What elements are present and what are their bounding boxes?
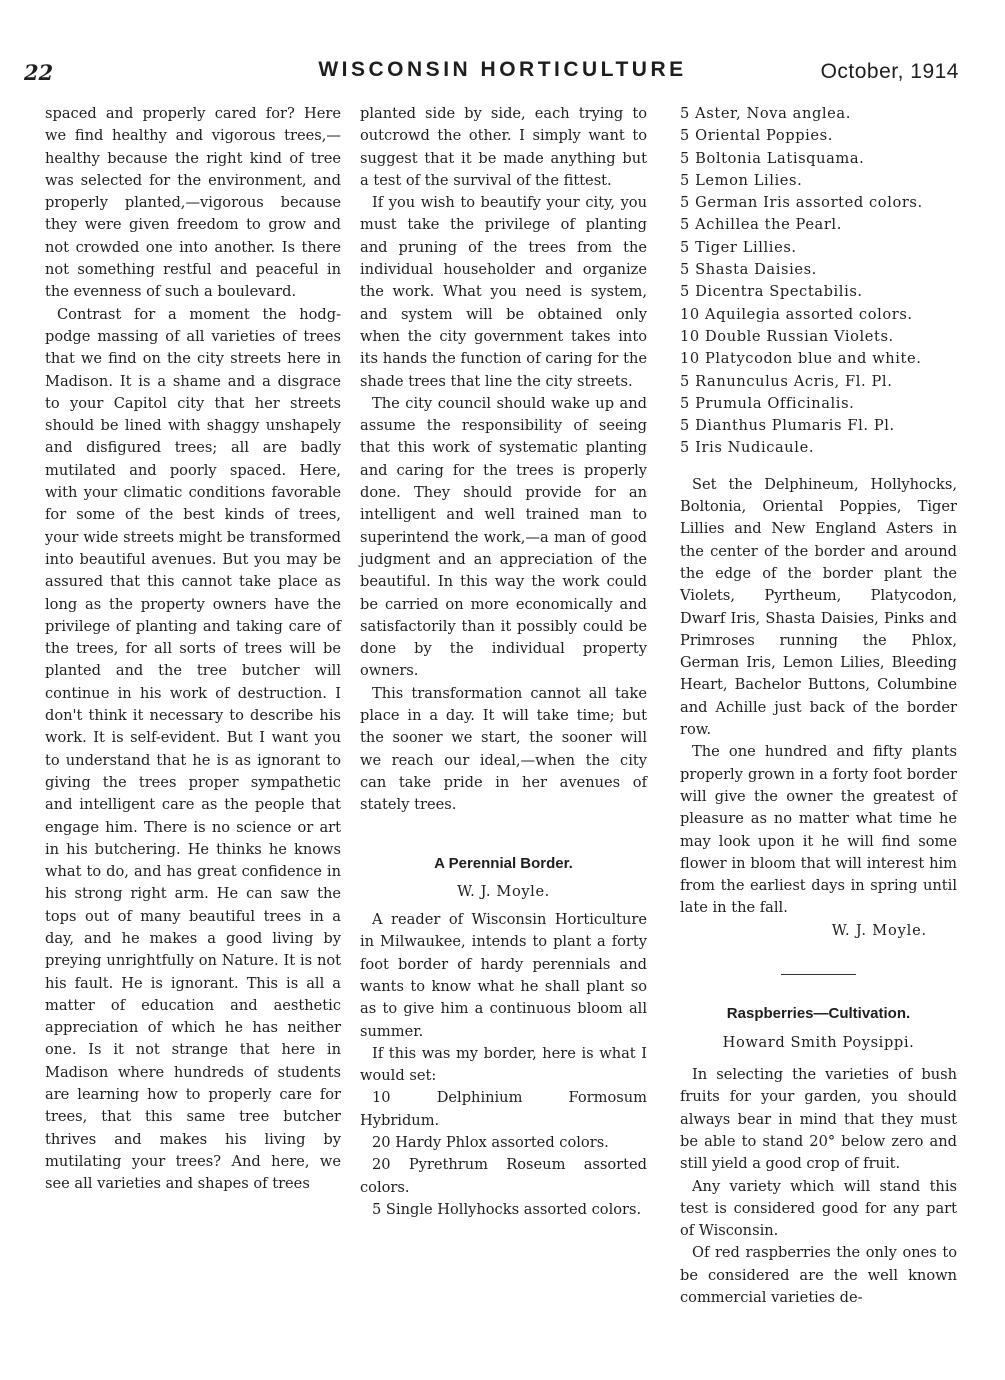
column-left [45,103,341,1196]
plant-list [680,103,957,460]
plant-list-item: 5 Boltonia Latisquama. [680,149,865,167]
paragraph: Of red raspberries the only ones to be considered are the well known commercial varieties de- [680,1244,957,1307]
paragraph: If you wish to beautify your city, you must take the privilege of planting and pruning of the trees from the individual householder and organize the work. What you need is system, and system will be obtained only when the city government takes into its hands the function of caring for the shade trees that line the city streets. [360,194,647,390]
plant-list-item: 5 Tiger Lillies. [680,238,797,256]
plant-list-item: 5 Achillea the Pearl. [680,216,842,234]
paragraph: Any variety which will stand this test is considered good for any part of Wisconsin. [680,1177,957,1240]
plant-list-item: 5 Single Hollyhocks assorted colors. [372,1200,642,1218]
plant-list-item: 5 Oriental Poppies. [680,127,833,145]
paragraph: Set the Delphineum, Hollyhocks, Boltonia, Oriental Poppies, Tiger Lillies and New England Asters in the center of the border and around the edge of the border plant the Violets, Pyrtheum, Platycodon, Dwarf Iris, Shasta Daisies, Pinks and Primroses running the Phlox, German Iris, Lemon Lilies, Bleeding Heart, Bachelor Buttons, Columbine and Achille just back of the border row. [680,475,957,739]
plant-list-item: 10 Aquilegia assorted colors. [680,305,913,323]
signature: W. J. Moyle. [831,921,927,939]
plant-list-item: 20 Hardy Phlox assorted colors. [372,1134,609,1152]
column-right [680,103,957,1309]
plant-list-item: 5 German Iris assorted colors. [680,194,923,212]
column-middle [360,103,647,1221]
article-title-perennial-border: A Perennial Border. [434,854,573,872]
paragraph: A reader of Wisconsin Horticulture in Milwaukee, intends to plant a forty foot border of hardy perennials and wants to know what he shall plant so as to give him a continuous bloom all summer. [360,911,647,1040]
issue-date: October, 1914 [820,60,959,83]
plant-list-item: 5 Dicentra Spectabilis. [680,283,863,301]
plant-list-item: 5 Prumula Officinalis. [680,394,855,412]
paragraph: spaced and properly cared for? Here we find healthy and vigorous trees,—healthy because the right kind of tree was selected for the environment, and properly planted,—vigorous because they were given freedom to grow and not crowded one into another. Is there not something restful and peaceful in the evenness of such a boulevard. [45,105,341,301]
journal-title: WISCONSIN HORTICULTURE [318,58,687,81]
paragraph: The city council should wake up and assume the responsibility of seeing that this work of systematic planting and caring for the trees is properly done. They should provide for an intelligent and well trained man to superintend the work,—a man of good judgment and an appreciation of the beautiful. In this way the work could be carried on more economically and satisfactorily than it possibly could be done by the individual property owners. [360,394,647,680]
page-number: 22 [24,60,54,85]
plant-list-item: 10 Double Russian Violets. [680,327,894,345]
plant-list-item: 5 Shasta Daisies. [680,261,817,279]
paragraph: Contrast for a moment the hodg-podge massing of all varieties of trees that we find on the city streets here in Madison. It is a shame and a disgrace to your Capitol city that her streets should be lined with shaggy unshapely and disfigured trees; all are badly mutilated and poorly spaced. Here, with your climatic conditions favorable for some of the best kinds of trees, your wide streets might be transformed into beautiful avenues. But you may be assured that this cannot take place as long as the property owners have the privilege of planting and taking care of the trees, for all sorts of trees will be planted and the tree butcher will continue in his work of destruction. I don't think it necessary to describe his work. It is self-evident. But I want you to understand that he is as ignorant to giving the trees proper sympathetic and intelligent care as the people that engage him. There is no science or art in his butchering. He thinks he knows what to do, and has great confidence in his strong right arm. He can saw the tops out of many beautiful trees in a day, and he makes a good living by preying unrightfully on Nature. It is not his fault. He is ignorant. This is all a matter of education and aesthetic appreciation of which he has neither one. Is it not strange that here in Madison where hundreds of students are learning how to properly care for trees, that this same tree butcher thrives and makes his living by mutilating your trees? And here, we see all varieties and shapes of trees [45,305,341,1193]
plant-list-item: 10 Delphinium Formosum Hybridum. [360,1089,647,1129]
plant-list-item: 5 Lemon Lilies. [680,171,803,189]
plant-list-item: 10 Platycodon blue and white. [680,350,922,368]
article-author: W. J. Moyle. [457,882,550,900]
plant-list-item: 5 Ranunculus Acris, Fl. Pl. [680,372,893,390]
plant-list-item: 5 Aster, Nova anglea. [680,105,851,122]
article-title-raspberries: Raspberries—Cultivation. [726,1005,911,1023]
paragraph: The one hundred and fifty plants properly grown in a forty foot border will give the owner the greatest of pleasure as no matter what time he may look upon it he will find some flower in bloom that will interest him from the earliest days in spring until late in the fall. [680,743,957,917]
paragraph: In selecting the varieties of bush fruits for your garden, you should always bear in mind that they must be able to stand 20° below zero and still yield a good crop of fruit. [680,1066,957,1173]
paragraph: planted side by side, each trying to outcrowd the other. I simply want to suggest that it be made anything but a test of the survival of the fittest. [360,105,647,189]
plant-list-item: 20 Pyrethrum Roseum assorted colors. [360,1156,647,1196]
paragraph: If this was my border, here is what I would set: [360,1044,647,1085]
article-author: Howard Smith Poysippi. [722,1033,915,1051]
plant-list-item: 5 Dianthus Plumaris Fl. Pl. [680,417,895,435]
paragraph: This transformation cannot all take place in a day. It will take time; but the sooner we start, the sooner will we reach our ideal,—when the city can take pride in her avenues of stately trees. [360,684,647,814]
plant-list-item: 5 Iris Nudicaule. [680,439,815,457]
